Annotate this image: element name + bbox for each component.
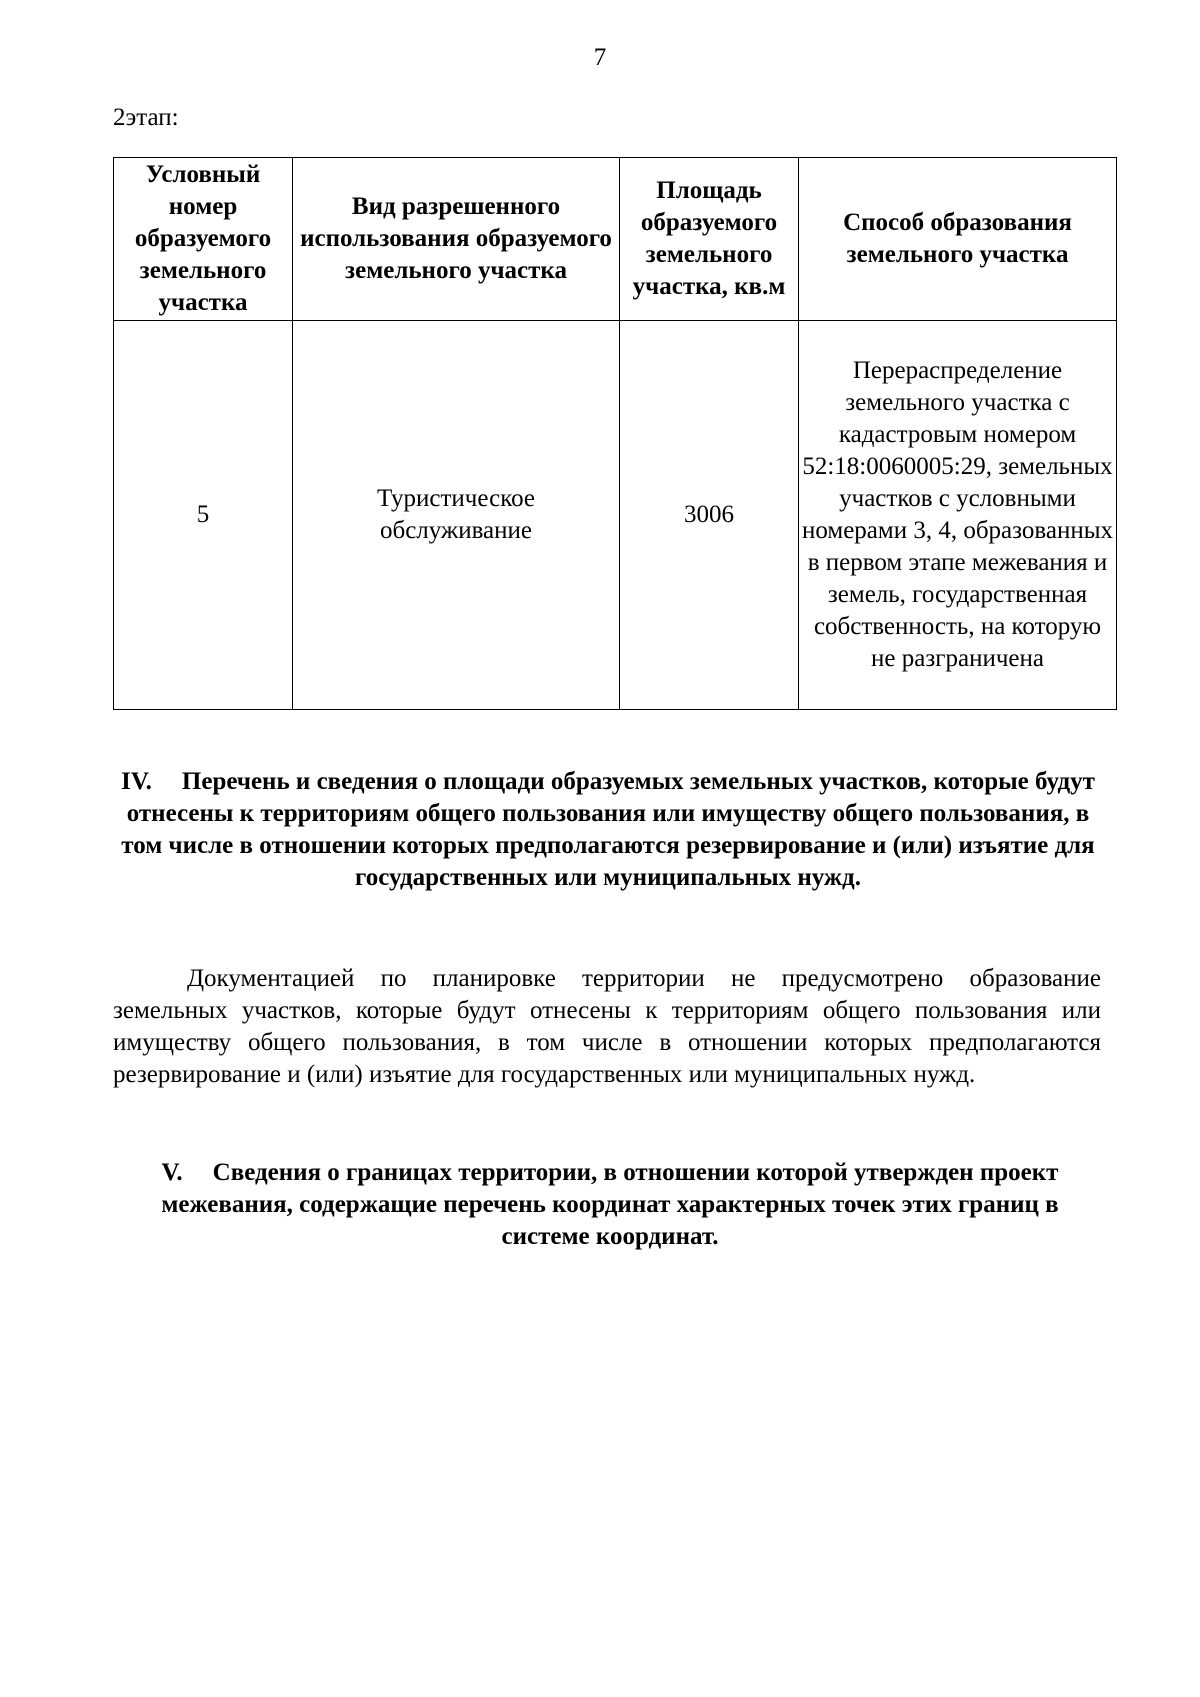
body-paragraph: Документацией по планировке территории не предусмотрено образование земельных участков, которые будут отнесены к территориям общего пользования или имуществу общего пользования, в том числе в отношении которых предполагаются резервирование и (или) изъятие для государственных или муниципальных нужд.: [113, 965, 1101, 1088]
header-formation-method: Способ образования земельного участка: [799, 158, 1117, 321]
land-plots-table: [113, 157, 1117, 710]
page-number: 7: [593, 44, 607, 71]
section-iv-heading: [113, 766, 1103, 894]
table-row: [114, 321, 1117, 710]
section-v-numeral: V.: [161, 1159, 183, 1186]
table-header-row: [114, 158, 1117, 321]
cell-plot-number: 5: [114, 321, 293, 710]
stage-label: 2этап:: [113, 104, 179, 131]
cell-formation-method: Перераспределение земельного участка с кадастровым номером 52:18:0060005:29, земельных участков с условными номерами 3, 4, образованных в первом этапе межевания и земель, государственная собственность, на которую не разграничена: [799, 321, 1117, 710]
header-permitted-use: Вид разрешенного использования образуемого земельного участка: [293, 158, 620, 321]
section-iv-title: Перечень и сведения о площади образуемых земельных участков, которые будут отнесены к территориям общего пользования или имуществу общего пользования, в том числе в отношении которых предполагаются резервирование и (или) изъятие для государственных или муниципальных нужд.: [121, 768, 1095, 891]
section-v-title: Сведения о границах территории, в отношении которой утвержден проект межевания, содержащие перечень координат характерных точек этих границ в системе координат.: [161, 1159, 1059, 1250]
section-iv-numeral: IV.: [121, 768, 152, 795]
section-v-heading: [130, 1157, 1090, 1253]
header-plot-number: Условный номер образуемого земельного участка: [114, 158, 293, 321]
cell-area: 3006: [620, 321, 799, 710]
header-area: Площадь образуемого земельного участка, кв.м: [620, 158, 799, 321]
cell-permitted-use: Туристическое обслуживание: [293, 321, 620, 710]
